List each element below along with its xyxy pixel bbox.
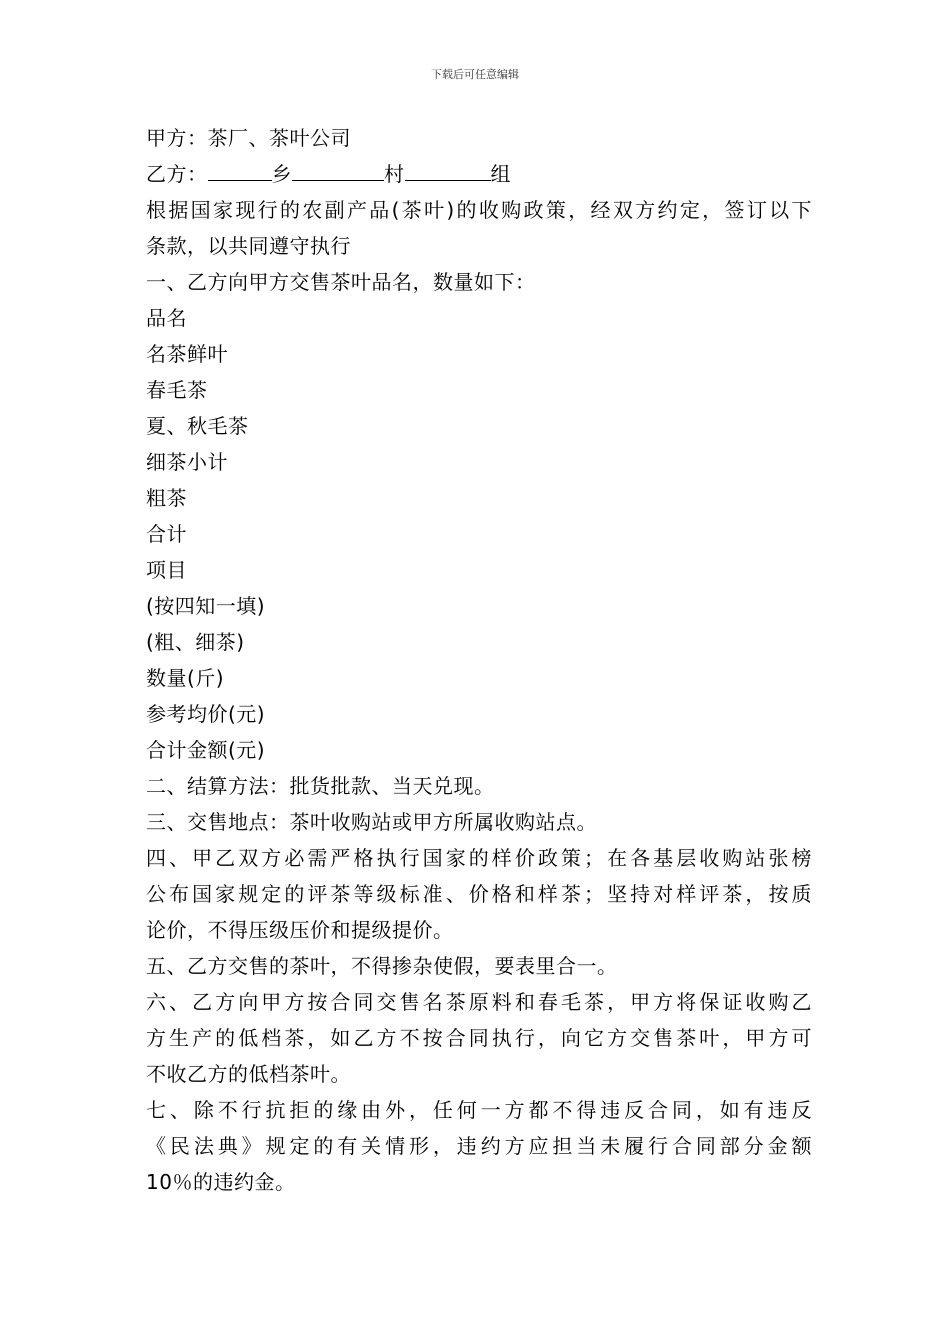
table-item: 春毛茶 <box>146 378 208 402</box>
table-item: 项目 <box>146 558 187 582</box>
table-item: 参考均价(元) <box>146 702 266 726</box>
party-b-label: 乙方： <box>146 162 208 186</box>
paragraph-line: 三、交售地点：茶叶收购站或甲方所属收购站点。 <box>146 810 597 834</box>
blank-field <box>208 158 272 181</box>
contract-body <box>146 120 812 1200</box>
paragraph-line: 一、乙方向甲方交售茶叶品名，数量如下： <box>146 270 536 294</box>
paragraph-line: 五、乙方交售的茶叶，不得掺杂使假，要表里合一。 <box>146 954 618 978</box>
paragraph-line: 六、乙方向甲方按合同交售名茶原料和春毛茶，甲方将保证收购乙 <box>146 990 812 1014</box>
table-item: (按四知一填) <box>146 594 266 618</box>
blank-field <box>292 158 384 181</box>
table-item: 合计 <box>146 522 187 546</box>
paragraph-line: 根据国家现行的农副产品(茶叶)的收购政策，经双方约定，签订以下 <box>146 198 812 222</box>
blank-field <box>405 158 491 181</box>
party-b-group: 组 <box>490 162 511 186</box>
paragraph-line: 10％的违约金。 <box>146 1170 296 1194</box>
table-item: (粗、细茶) <box>146 630 245 654</box>
table-item: 名茶鲜叶 <box>146 342 228 366</box>
table-item: 数量(斤) <box>146 666 225 690</box>
paragraph-line: 二、结算方法：批货批款、当天兑现。 <box>146 774 495 798</box>
table-item: 细茶小计 <box>146 450 228 474</box>
paragraph-line: 条款，以共同遵守执行 <box>146 234 351 258</box>
paragraph-line: 公布国家规定的评茶等级标准、价格和样茶；坚持对样评茶，按质 <box>146 882 812 906</box>
page-header: 下载后可任意编辑 <box>431 68 519 81</box>
paragraph-line: 四、甲乙双方必需严格执行国家的样价政策；在各基层收购站张榜 <box>146 846 812 870</box>
party-b-town: 乡 <box>271 162 292 186</box>
table-item: 粗茶 <box>146 486 187 510</box>
table-item: 合计金额(元) <box>146 738 266 762</box>
party-b-line <box>146 156 812 192</box>
party-a-line: 甲方：茶厂、茶叶公司 <box>146 126 351 150</box>
paragraph-line: 方生产的低档茶，如乙方不按合同执行，向它方交售茶叶，甲方可 <box>146 1026 812 1050</box>
paragraph-line: 论价，不得压级压价和提级提价。 <box>146 918 454 942</box>
paragraph-line: 不收乙方的低档茶叶。 <box>146 1062 351 1086</box>
table-item: 品名 <box>146 306 187 330</box>
paragraph-line: 《民法典》规定的有关情形，违约方应担当未履行合同部分金额 <box>146 1134 812 1158</box>
party-b-village: 村 <box>384 162 405 186</box>
table-item: 夏、秋毛茶 <box>146 414 249 438</box>
paragraph-line: 七、除不行抗拒的缘由外，任何一方都不得违反合同，如有违反 <box>146 1098 812 1122</box>
